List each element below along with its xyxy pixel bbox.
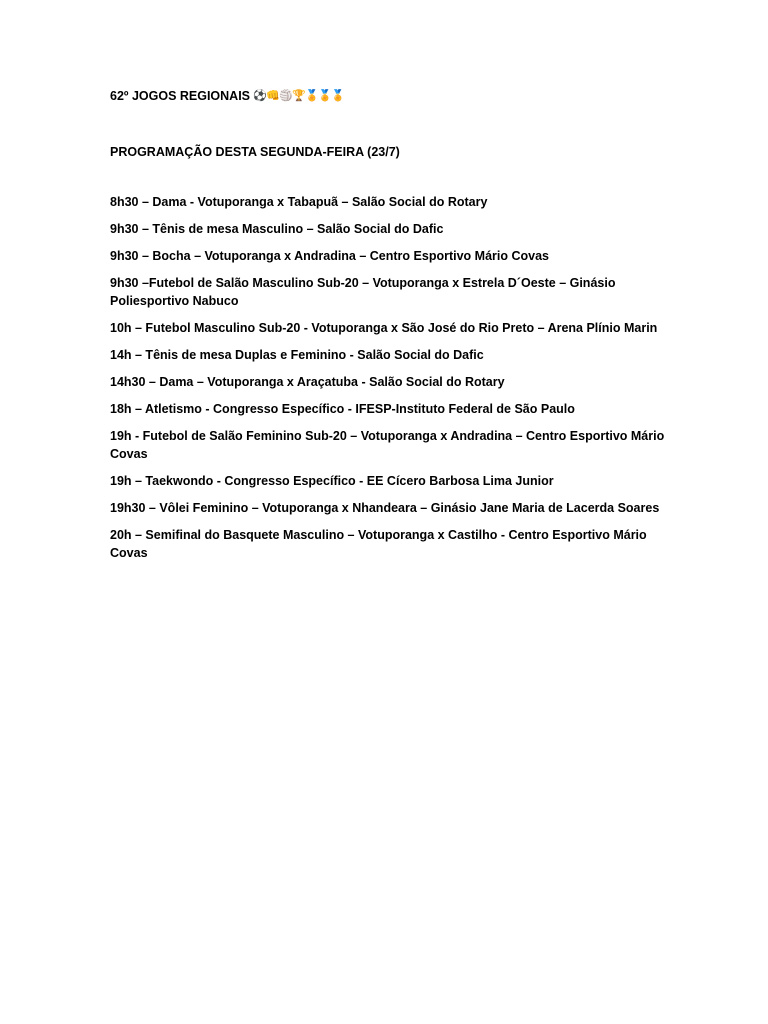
schedule-item: 14h – Tênis de mesa Duplas e Feminino - Salão Social do Dafic [110, 348, 484, 362]
schedule-item: 9h30 – Tênis de mesa Masculino – Salão Social do Dafic [110, 222, 444, 236]
title-emoji-icons [253, 87, 343, 105]
schedule-subtitle: PROGRAMAÇÃO DESTA SEGUNDA-FEIRA (23/7) [110, 145, 400, 159]
schedule-list [110, 193, 670, 562]
document-content [110, 87, 670, 571]
document-title-line [110, 87, 670, 105]
schedule-item: 8h30 – Dama - Votuporanga x Tabapuã – Salão Social do Rotary [110, 195, 488, 209]
punch-fist-icon: 👊 [266, 90, 280, 102]
schedule-item: 9h30 –Futebol de Salão Masculino Sub-20 – Votuporanga x Estrela D´Oeste – Ginásio Poliesportivo Nabuco [110, 276, 616, 308]
schedule-item: 18h – Atletismo - Congresso Específico - IFESP-Instituto Federal de São Paulo [110, 402, 575, 416]
medal-icon: 🏅 [331, 90, 345, 102]
volleyball-icon: 🏐 [279, 90, 293, 102]
schedule-item: 19h - Futebol de Salão Feminino Sub-20 – Votuporanga x Andradina – Centro Esportivo Mário Covas [110, 429, 665, 461]
medal-icon: 🏅 [305, 90, 319, 102]
schedule-item: 20h – Semifinal do Basquete Masculino – Votuporanga x Castilho - Centro Esportivo Mário Covas [110, 528, 647, 560]
schedule-item: 10h – Futebol Masculino Sub-20 - Votuporanga x São José do Rio Preto – Arena Plínio Marin [110, 321, 658, 335]
soccer-ball-icon: ⚽ [253, 90, 267, 102]
schedule-item: 19h – Taekwondo - Congresso Específico - EE Cícero Barbosa Lima Junior [110, 474, 554, 488]
schedule-item: 14h30 – Dama – Votuporanga x Araçatuba - Salão Social do Rotary [110, 375, 505, 389]
schedule-item: 19h30 – Vôlei Feminino – Votuporanga x Nhandeara – Ginásio Jane Maria de Lacerda Soares [110, 501, 660, 515]
medal-icon: 🏅 [318, 90, 332, 102]
trophy-icon: 🏆 [292, 90, 306, 102]
schedule-item: 9h30 – Bocha – Votuporanga x Andradina – Centro Esportivo Mário Covas [110, 249, 549, 263]
document-title: 62º JOGOS REGIONAIS [110, 89, 251, 103]
